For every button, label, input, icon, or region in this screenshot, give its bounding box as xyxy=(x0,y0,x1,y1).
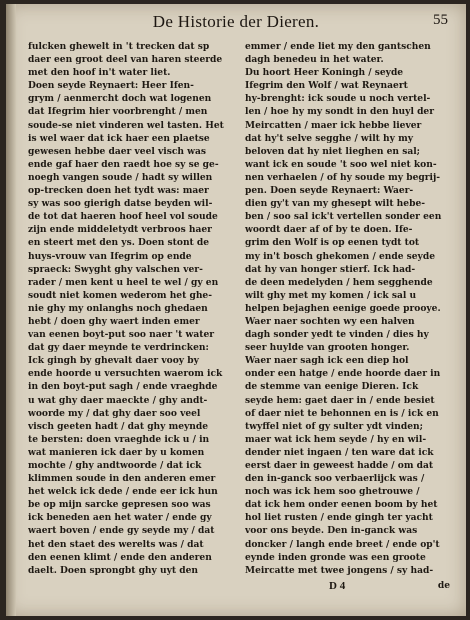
text-line: ende gaf haer den raedt hoe sy se ge- xyxy=(28,158,219,170)
right-text-column xyxy=(245,40,450,577)
text-line: visch geeten hadt / dat ghy meynde xyxy=(28,420,209,432)
text-line: ick beneden aen het water / ende gy xyxy=(28,512,212,524)
text-line: dat hy't selve segghe / wilt hy my xyxy=(245,132,414,144)
text-line: u wat ghy daer maeckte / ghy andt- xyxy=(28,394,208,406)
page-footer xyxy=(245,580,450,594)
text-line: woorde my / dat ghy daer soo veel xyxy=(28,407,201,419)
text-line: den in-ganck soo verbaerlijck was / xyxy=(245,473,425,485)
text-line: dagh benedeu in het water. xyxy=(245,54,384,66)
text-line: te bersten: doen vraeghde ick u / in xyxy=(28,433,210,445)
text-line: want ick en soude 't soo wel niet kon- xyxy=(245,158,437,170)
text-line: sy was soo gierigh datse beyden wil- xyxy=(28,198,213,210)
text-line: is wel waer dat ick haer een plaetse xyxy=(28,132,210,144)
text-line: dat ick hem onder eenen boom by het xyxy=(245,499,438,511)
text-line: pen. Doen seyde Reynaert: Waer- xyxy=(245,185,414,197)
text-line: wilt ghy met my komen / ick sal u xyxy=(245,289,417,301)
text-line: eynde inden gronde was een groote xyxy=(245,551,426,563)
text-line: ben / soo sal ick't vertellen sonder een xyxy=(245,211,442,223)
text-line: nie ghy my onlanghs noch ghedaen xyxy=(28,302,208,314)
page-number: 55 xyxy=(433,12,448,28)
text-line: Waer naer sochten wy een halven xyxy=(245,315,415,327)
signature-mark: D 4 xyxy=(329,580,346,592)
binding-gutter xyxy=(6,4,16,616)
text-line: twyffel niet of gy sulter ydt vinden; xyxy=(245,420,423,432)
text-line: noegh vangen soude / hadt sy willen xyxy=(28,171,213,183)
text-line: hol liet rusten / ende gingh ter yacht xyxy=(245,512,433,524)
text-line: eerst daer in geweest hadde / om dat xyxy=(245,460,434,471)
text-line: hy-brenght: ick soude u noch vertel- xyxy=(245,93,431,105)
text-line: de stemme van eenige Dieren. Ick xyxy=(245,381,419,393)
page-header xyxy=(6,12,466,34)
left-text-column xyxy=(28,40,233,577)
text-line: dien gy't van my ghesept wilt hebe- xyxy=(245,198,426,210)
text-line: ende hoorde u versuchten waerom ick xyxy=(28,368,223,380)
text-line: op-trecken doen het tydt was: maer xyxy=(28,185,209,197)
text-line: soude-se niet vinderen wel tasten. Het xyxy=(28,119,224,131)
text-line: Waer naer sagh ick een diep hol xyxy=(245,355,409,367)
text-line: daelt. Doen sprongbt ghy uyt den xyxy=(28,564,199,576)
text-line: helpen bejaghen eenige goede prooye. xyxy=(245,302,441,314)
text-line: woordt daer af of by te doen. Ife- xyxy=(245,224,413,236)
book-page xyxy=(6,4,466,616)
text-line: my in't bosch ghekomen / ende seyde xyxy=(245,250,435,262)
text-line: seyde hem: gaet daer in / ende besiet xyxy=(245,394,435,406)
text-line: beloven dat hy niet lieghen en sal; xyxy=(245,145,421,157)
text-line: zijn ende middeletydt verbroos haer xyxy=(28,224,212,236)
text-line: met den hoof in't water liet. xyxy=(28,67,171,79)
text-line: Doen seyde Reynaert: Heer Ifen- xyxy=(28,80,194,92)
text-line: de tot dat haeren hoof heel vol soude xyxy=(28,211,218,223)
text-line: dender niet ingaen / ten ware dat ick xyxy=(245,446,434,458)
text-line: onder een hatge / ende hoorde daer in xyxy=(245,368,441,380)
text-line: noch was ick hem soo ghetrouwe / xyxy=(245,486,420,498)
text-line: daer een groot deel van haren steerde xyxy=(28,54,223,66)
text-line: Meircatte met twee jongens / sy had- xyxy=(245,564,434,576)
text-line: nen verhaelen / of hy soude my begrij- xyxy=(245,171,441,183)
text-line: doncker / langh ende breet / ende op't xyxy=(245,538,440,550)
text-line: fulcken ghewelt in 't trecken dat sp xyxy=(28,41,210,52)
text-line: in den boyt-put sagh / ende vraeghde xyxy=(28,381,218,393)
text-line: emmer / ende liet my den gantschen xyxy=(245,41,431,52)
text-line: Du hoort Heer Koningh / seyde xyxy=(245,67,404,79)
text-line: Ifegrim den Wolf / wat Reynaert xyxy=(245,80,408,92)
text-line: dat hy van honger stierf. Ick had- xyxy=(245,263,416,275)
catchword: de xyxy=(437,580,450,591)
text-line: de deen medelyden / hem segghende xyxy=(245,276,433,288)
text-line: grim den Wolf is op eenen tydt tot xyxy=(245,237,420,249)
text-line: waert boven / ende gy seyde my / dat xyxy=(28,525,215,537)
text-line: maer wat ick hem seyde / hy en wil- xyxy=(245,433,427,445)
running-title: De Historie der Dieren. xyxy=(152,12,320,31)
text-line: wat manieren ick daer by u komen xyxy=(28,446,205,458)
text-line: mochte / ghy andtwoorde / dat ick xyxy=(28,460,202,471)
text-line: soudt niet komen wederom het ghe- xyxy=(28,289,212,301)
text-line: voor ons beyde. Den in-ganck was xyxy=(245,525,418,537)
text-line: en steert met den ys. Doen stont de xyxy=(28,237,210,249)
text-line: rader / men kent u heel te wel / gy en xyxy=(28,276,219,288)
text-line: gewesen hebbe daer veel visch was xyxy=(28,145,206,157)
text-line: den eenen klimt / ende den anderen xyxy=(28,551,212,563)
text-line: Ick gingh by ghevalt daer vooy by xyxy=(28,355,199,367)
text-line: of daer niet te behonnen en is / ick en xyxy=(245,407,439,419)
text-line: dat gy daer meynde te verdrincken: xyxy=(28,342,209,354)
text-line: van eenen boyt-put soo naer 't water xyxy=(28,329,215,341)
text-line: spraeck: Swyght ghy valschen ver- xyxy=(28,263,203,275)
text-line: len / hoe hy my sondt in den huyl der xyxy=(245,106,435,118)
text-line: dagh sonder yedt te vinden / dies hy xyxy=(245,329,429,341)
text-line: het den staet des werelts was / dat xyxy=(28,538,204,550)
text-line: grym / aenmercht doch wat logenen xyxy=(28,93,212,105)
text-line: klimmen soude in den anderen emer xyxy=(28,473,216,485)
text-line: seer huylde van grooten honger. xyxy=(245,342,410,354)
text-line: Meircatten / maer ick hebbe liever xyxy=(245,119,422,131)
text-line: dat Ifegrim hier voorbrenght / men xyxy=(28,106,208,118)
text-line: hebt / doen ghy waert inden emer xyxy=(28,315,200,327)
text-line: be op mijn sarcke gepresen soo was xyxy=(28,499,211,511)
text-line: huys-vrouw van Ifegrim op ende xyxy=(28,250,192,262)
text-line: het welck ick dede / ende eer ick hun xyxy=(28,486,218,498)
